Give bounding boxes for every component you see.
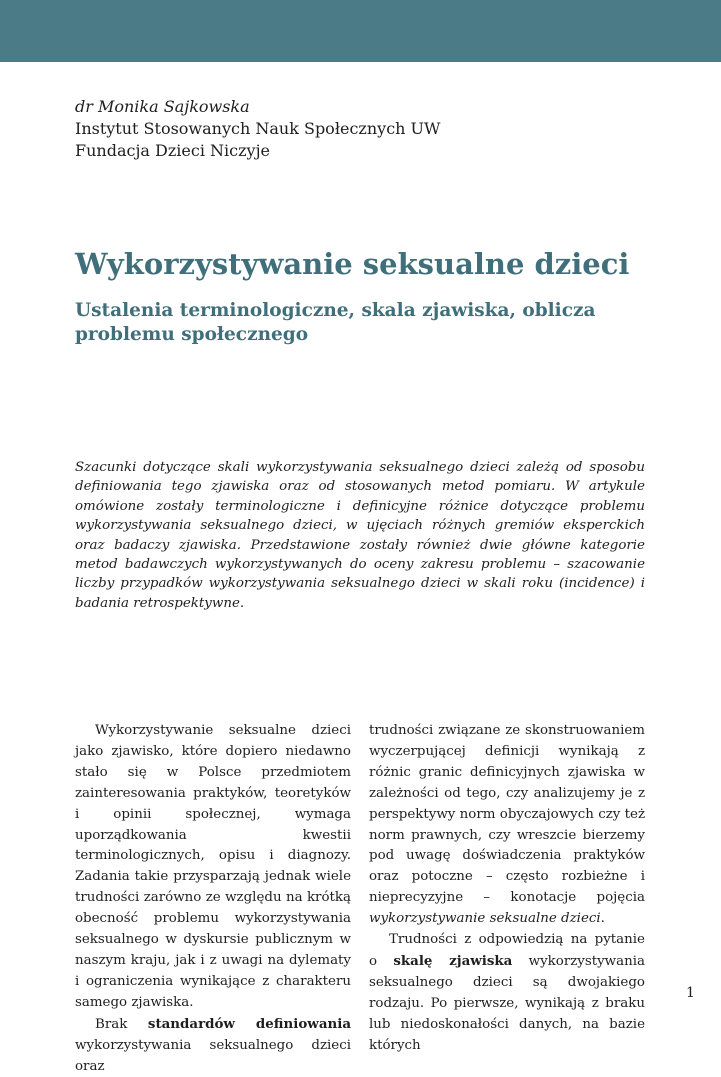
bold-term: skalę zjawiska <box>393 952 513 969</box>
header-band <box>0 0 721 62</box>
body-paragraph <box>369 930 645 1056</box>
page-number: 1 <box>686 985 695 1001</box>
bold-term: standardów definiowania <box>147 1015 351 1032</box>
author-block <box>75 96 440 162</box>
article-subtitle: Ustalenia terminologiczne, skala zjawiska, oblicza problemu społecznego <box>75 300 596 345</box>
body-paragraph <box>369 721 645 930</box>
author-affiliation: Instytut Stosowanych Nauk Społecznych UW <box>75 119 441 138</box>
paragraph-text: wykorzystywania seksualnego dzieci są dwojakiego rodzaju. Po pierwsze, wynikają z braku lub niedoskonałości danych, na bazie których <box>369 953 646 1053</box>
paragraph-text: Wykorzystywanie seksualne dzieci jako zjawisko, które dopiero niedawno stało się w Polsce przedmiotem zainteresowania praktyków, teoretyków i opinii społecznej, wymaga uporządkowania kwestii terminologicznych, opisu i diagnozy. Zadania takie przysparzają jednak wiele trudności zarówno ze względu na krótką obecność problemu wykorzystywania seksualnego w dyskursie publicznym w naszym kraju, jak i z uwagi na dylematy i ograniczenia wynikające z charakteru samego zjawiska. <box>75 723 351 1010</box>
body-paragraph <box>75 721 351 1014</box>
paragraph-text: trudności związane ze skonstruowaniem wyczerpującej definicji wynikają z różnic granic definicyjnych zjawiska w zależności od tego, czy analizujemy je z perspektywy norm obyczajowych czy też norm prawnych, czy wreszcie bierzemy pod uwagę doświadczenia praktyków oraz potoczne – często rozbieżne i nieprecyzyjne – konotacje pojęcia <box>369 723 645 906</box>
body-column-right <box>369 721 645 1057</box>
paragraph-text: wykorzystywania seksualnego dzieci oraz <box>75 1037 351 1074</box>
paragraph-text: Brak <box>95 1016 148 1032</box>
author-name: dr Monika Sajkowska <box>75 97 250 116</box>
body-paragraph <box>75 1014 351 1077</box>
italic-term: wykorzystywanie seksualne dzieci <box>369 911 601 927</box>
paragraph-text: . <box>600 911 605 927</box>
paragraph-text: Trudności z odpowiedzią na pytanie o <box>369 932 645 969</box>
article-title: Wykorzystywanie seksualne dzieci <box>75 247 630 281</box>
abstract: Szacunki dotyczące skali wykorzystywania seksualnego dzieci zależą od sposobu definiowania tego zjawiska oraz od stosowanych metod pomiaru. W artykule omówione zostały terminologiczne i definicyjne różnice dotyczące problemu wykorzystywania seksualnego dzieci, w ujęciach różnych gremiów eksperckich oraz badaczy zjawiska. Przedstawione zostały również dwie główne kategorie metod badawczych wykorzystywanych do oceny zakresu problemu – szacowanie liczby przypadków wykorzystywania seksualnego dzieci w skali roku (incidence) i badania retrospektywne. <box>75 460 645 611</box>
author-affiliation: Fundacja Dzieci Niczyje <box>75 141 271 160</box>
